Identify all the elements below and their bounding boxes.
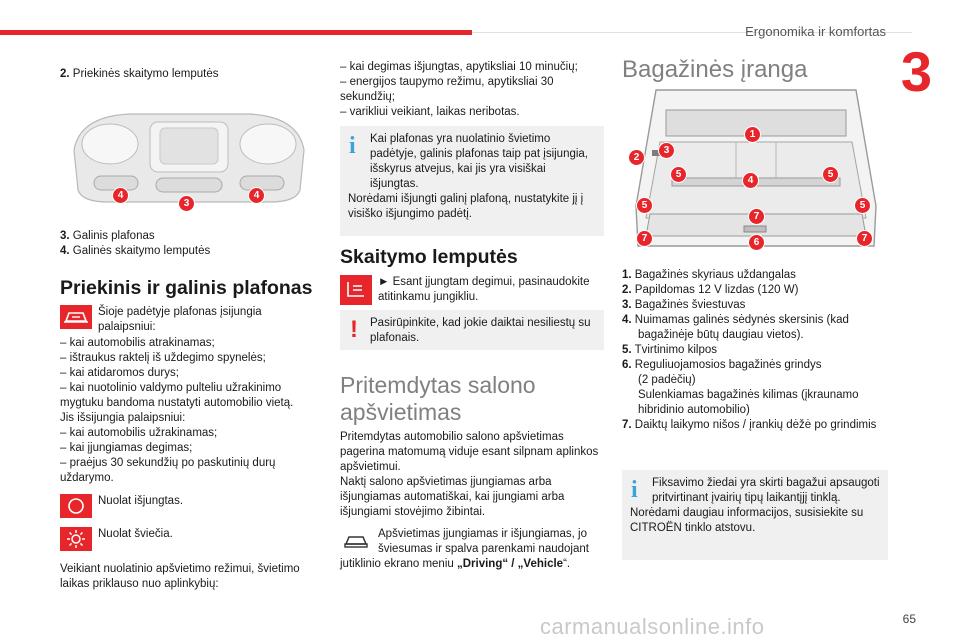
figure-badge-4-right: 4 (248, 187, 265, 204)
list-item: – kai nuotolinio valdymo pulteliu užrakinimo mygtuku bandoma nustatyti automobilio vietą. (60, 382, 294, 409)
turn-off-intro: Jis išsijungia palaipsniui: (60, 412, 186, 424)
figure-badge-5: 5 (854, 197, 871, 214)
info-box-rings (622, 470, 888, 560)
overhead-console-figure (60, 98, 318, 216)
boot-item: 4. Nuimamas galinės sėdynės skersinis (kad bagažinėje būtų daugiau vietos). (622, 314, 849, 341)
info-text-2: Norėdami išjungti galinį plafoną, nustatykite jį į visiško išjungimo padėtį. (348, 193, 584, 220)
figure-badge-6: 6 (748, 234, 765, 251)
figure-badge-3: 3 (658, 142, 675, 159)
item-4: 4. Galinės skaitymo lemputės (60, 245, 211, 257)
section-heading-plafonas: Priekinis ir galinis plafonas (60, 277, 313, 299)
info-text-2: Norėdami daugiau informacijos, susisiekite su CITROËN tinklo atstovu. (630, 507, 864, 534)
door-light-icon (60, 305, 92, 329)
on-mode-row (60, 527, 173, 551)
figure-badge-7: 7 (856, 230, 873, 247)
item-2: 2. Priekinės skaitymo lemputės (60, 68, 219, 80)
list-item: – energijos taupymo režimu, apytiksliai 30 sekundžių; (340, 76, 554, 103)
boot-item: 7. Daiktų laikymo nišos / įrankių dėžė po grindimis (622, 419, 877, 431)
off-circle-icon (60, 494, 92, 518)
continuous-mode-text: Veikiant nuolatinio apšvietimo režimui, švietimo laikas priklauso nuo aplinkybių: (60, 563, 300, 590)
boot-item: 1. Bagažinės skyriaus uždangalas (622, 269, 796, 281)
boot-illustration (626, 86, 886, 258)
ambient-text: Pritemdytas automobilio salono apšvietimas pagerina matomumą viduje esant silpnam aplinkos apšvietimui. (340, 431, 599, 473)
list-item: – kai įjungiamas degimas; (60, 442, 193, 454)
duration-list (340, 60, 604, 120)
warning-icon: ! (350, 316, 358, 343)
turn-on-list (60, 336, 318, 486)
list-item: – ištraukus raktelį iš uždegimo spynelės; (60, 352, 266, 364)
watermark: carmanualsonline.info (540, 614, 765, 639)
door-mode-row (60, 305, 318, 335)
info-text: Fiksavimo žiedai yra skirti bagažui apsaugoti pritvirtinant įvairių tipų laikantįjį tinklą. (652, 477, 880, 504)
legend-list (60, 229, 318, 259)
ambient-description (340, 430, 604, 520)
boot-item-sub: Sulenkiamas bagažinės kilimas (įkraunamo hibridinio automobilio) (638, 389, 859, 416)
page-number: 65 (902, 612, 916, 626)
night-text: Naktį salono apšvietimas įjungiamas arba išjungiamas automatiškai, kai įjungiami arba išjungiami stovėjimo žibintai. (340, 476, 565, 518)
section-heading-reading-lamps: Skaitymo lemputės (340, 246, 518, 268)
chapter-title: Ergonomika ir komfortas (745, 24, 886, 39)
boot-legend (622, 268, 888, 433)
list-item: – kai automobilis užrakinamas; (60, 427, 218, 439)
header-accent-bar (0, 30, 472, 35)
ambient-setting-text: Apšvietimas įjungiamas ir išjungiamas, jo šviesumas ir spalva parenkami naudojant jutiklinio ekrano meniu „Driving“ / „Vehicle“. (340, 528, 589, 570)
figure-badge-5: 5 (670, 166, 687, 183)
reading-lamp-icon (340, 275, 372, 305)
reading-lamp-row (340, 275, 604, 305)
boot-item-sub: (2 padėčių) (638, 374, 696, 386)
figure-badge-4: 4 (742, 172, 759, 189)
off-mode-row (60, 494, 183, 518)
ambient-setting-row (340, 527, 604, 572)
section-heading-ambient: Pritemdytas salono apšvietimas (340, 372, 536, 425)
door-mode-text: Šioje padėtyje plafonas įsijungia palaipsniui: (98, 306, 262, 333)
info-icon: i (349, 133, 356, 159)
list-item: – praėjus 30 sekundžių po paskutinių durų uždarymo. (60, 457, 276, 484)
figure-badge-5: 5 (822, 166, 839, 183)
on-mode-text: Nuolat šviečia. (98, 528, 173, 540)
chapter-number: 3 (900, 40, 932, 103)
figure-badge-7: 7 (636, 230, 653, 247)
figure-badge-4-left: 4 (112, 187, 129, 204)
section-heading-boot: Bagažinės įranga (622, 56, 808, 83)
car-settings-icon (340, 529, 372, 553)
figure-badge-5: 5 (636, 197, 653, 214)
warning-box (340, 310, 604, 350)
off-mode-text: Nuolat išjungtas. (98, 495, 184, 507)
item-3: 3. Galinis plafonas (60, 230, 155, 242)
info-icon: i (631, 477, 638, 503)
reading-lamp-text: ► Esant įjungtam degimui, pasinaudokite atitinkamu jungikliu. (378, 276, 590, 303)
sun-light-icon (60, 527, 92, 551)
figure-badge-3: 3 (178, 195, 195, 212)
list-item: – kai atidaromos durys; (60, 367, 179, 379)
boot-item: 6. Reguliuojamosios bagažinės grindys (622, 359, 822, 371)
list-item: – varikliui veikiant, laikas neribotas. (340, 106, 520, 118)
figure-badge-1: 1 (744, 126, 761, 143)
boot-item: 3. Bagažinės šviestuvas (622, 299, 746, 311)
list-item: – kai degimas išjungtas, apytiksliai 10 minučių; (340, 61, 578, 73)
info-text: Kai plafonas yra nuolatinio švietimo padėtyje, galinis plafonas taip pat įsijungia, išskyrus atvejus, kai jis yra visiškai išjungtas. (370, 133, 589, 190)
warning-text: Pasirūpinkite, kad jokie daiktai nesiliestų su plafonais. (370, 317, 591, 344)
info-box-rear-plafon (340, 126, 604, 236)
boot-item: 5. Tvirtinimo kilpos (622, 344, 718, 356)
figure-badge-7: 7 (748, 208, 765, 225)
boot-item: 2. Papildomas 12 V lizdas (120 W) (622, 284, 799, 296)
boot-equipment-figure (626, 86, 886, 258)
figure-badge-2: 2 (628, 149, 645, 166)
list-item: – kai automobilis atrakinamas; (60, 337, 215, 349)
